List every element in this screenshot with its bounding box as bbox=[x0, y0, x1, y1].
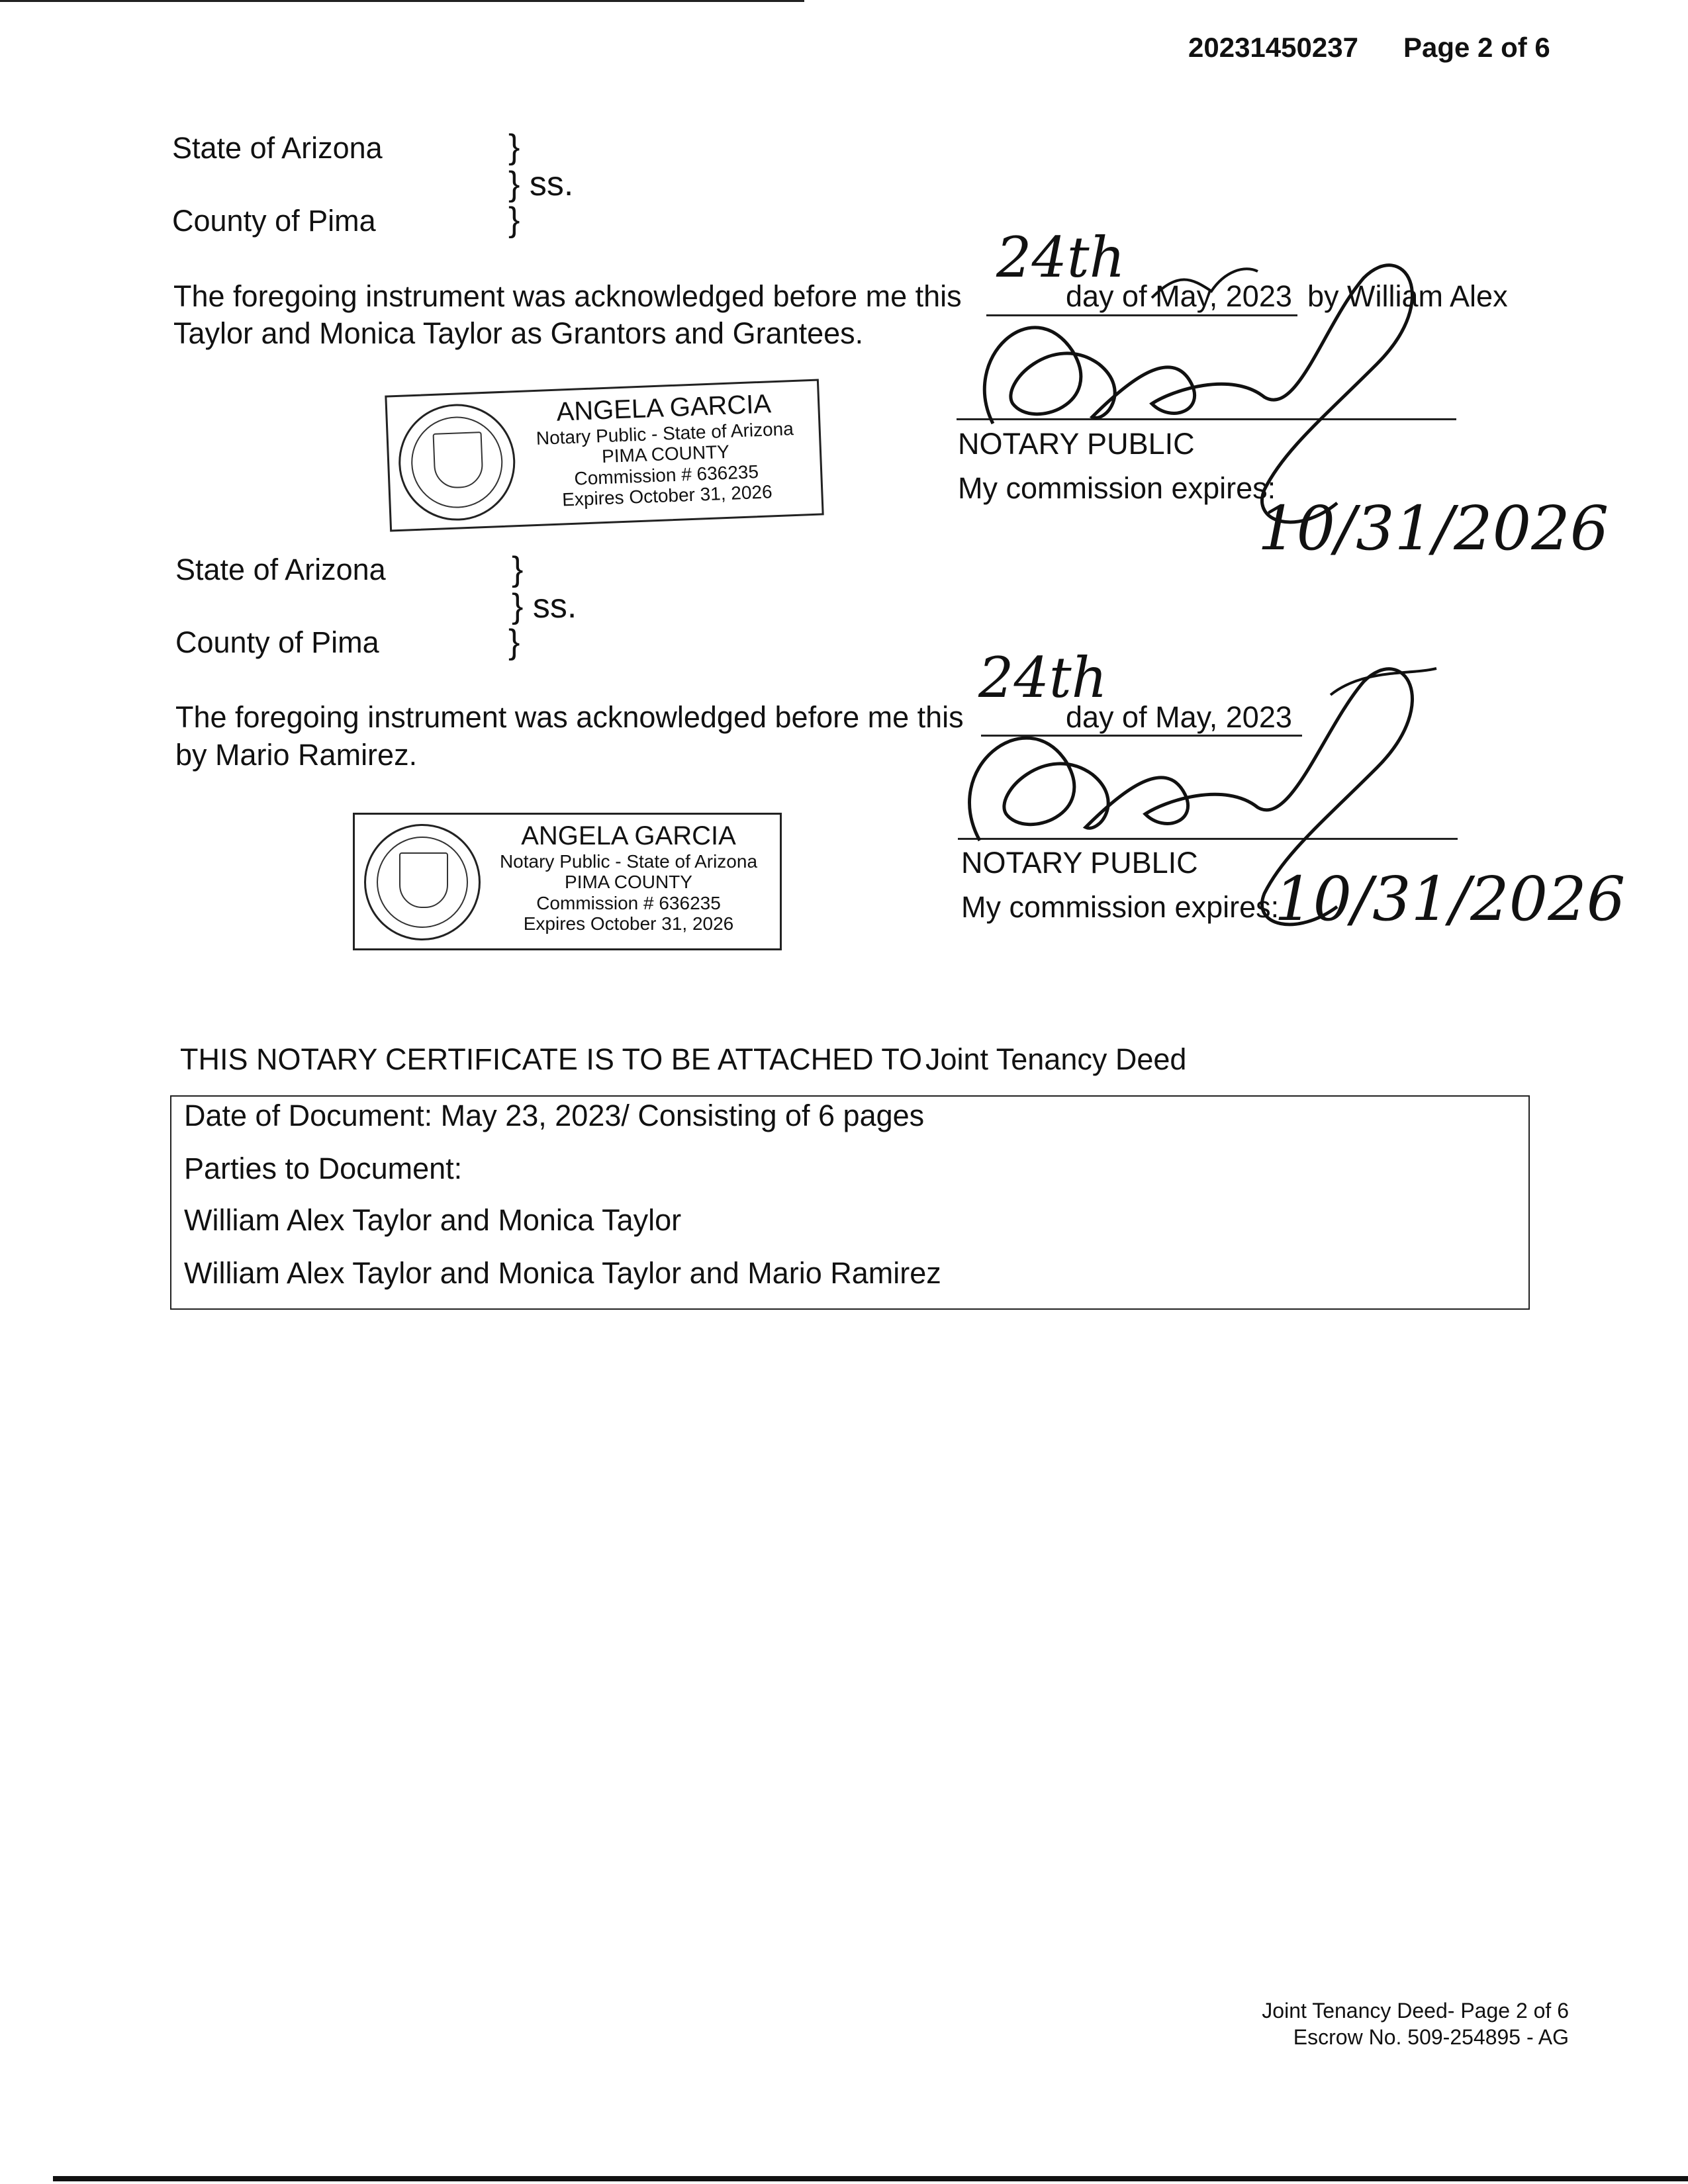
brace: } bbox=[508, 201, 520, 239]
state-label: State of Arizona bbox=[172, 131, 383, 165]
handwritten-day: 24th bbox=[978, 645, 1107, 710]
brace: } bbox=[508, 128, 520, 166]
ss-brace: } ss. bbox=[512, 587, 577, 625]
brace: } bbox=[512, 550, 524, 588]
acknowledgment-party: by Mario Ramirez. bbox=[175, 738, 418, 772]
bottom-edge-line bbox=[53, 2176, 1688, 2181]
acknowledgment-text: The foregoing instrument was acknowledged before me this bbox=[175, 700, 964, 734]
county-label: County of Pima bbox=[175, 625, 379, 659]
stamp-name: ANGELA GARCIA bbox=[521, 821, 736, 850]
stamp-expires: Expires October 31, 2026 bbox=[523, 913, 734, 934]
footer-escrow: Escrow No. 509-254895 - AG bbox=[1293, 2025, 1569, 2049]
stamp-name: ANGELA GARCIA bbox=[555, 389, 772, 427]
footer-page-label: Joint Tenancy Deed- Page 2 of 6 bbox=[1262, 1999, 1569, 2023]
arizona-seal-icon bbox=[364, 824, 481, 940]
ss-brace: } ss. bbox=[508, 165, 574, 203]
arizona-seal-icon bbox=[397, 402, 518, 523]
handwritten-day: 24th bbox=[996, 225, 1125, 290]
commission-expires-label: My commission expires: bbox=[958, 471, 1276, 505]
acknowledgment-party: by William Alex bbox=[1307, 279, 1508, 313]
acknowledgment-date: day of May, 2023 bbox=[1066, 279, 1292, 313]
notary-stamp bbox=[353, 813, 782, 950]
notary-public-label: NOTARY PUBLIC bbox=[958, 427, 1195, 461]
stamp-county: PIMA COUNTY bbox=[601, 441, 730, 467]
page-indicator: Page 2 of 6 bbox=[1403, 32, 1550, 63]
acknowledgment-date: day of May, 2023 bbox=[1066, 700, 1292, 734]
notary-stamp bbox=[385, 379, 823, 531]
document-number: 20231450237 bbox=[1188, 32, 1358, 63]
party-1: William Alex Taylor and Monica Taylor bbox=[184, 1203, 682, 1237]
parties-label: Parties to Document: bbox=[184, 1152, 463, 1185]
stamp-commission: Commission # 636235 bbox=[536, 892, 721, 913]
stamp-commission: Commission # 636235 bbox=[573, 461, 759, 489]
stamp-title: Notary Public - State of Arizona bbox=[536, 418, 794, 449]
notary-public-label: NOTARY PUBLIC bbox=[961, 846, 1198, 880]
stamp-title: Notary Public - State of Arizona bbox=[499, 850, 758, 872]
state-label: State of Arizona bbox=[175, 553, 386, 586]
commission-expires-label: My commission expires: bbox=[961, 890, 1280, 924]
party-2: William Alex Taylor and Monica Taylor and Mario Ramirez bbox=[184, 1256, 941, 1290]
brace: } bbox=[508, 623, 520, 661]
county-label: County of Pima bbox=[172, 204, 376, 238]
stamp-expires: Expires October 31, 2026 bbox=[561, 481, 773, 510]
stamp-county: PIMA COUNTY bbox=[565, 872, 692, 893]
attach-label: THIS NOTARY CERTIFICATE IS TO BE ATTACHED TO bbox=[180, 1042, 923, 1076]
attach-document-type: Joint Tenancy Deed bbox=[925, 1042, 1187, 1076]
acknowledgment-text: The foregoing instrument was acknowledged before me this bbox=[173, 279, 962, 313]
acknowledgment-text-2: Taylor and Monica Taylor as Grantors and Grantees. bbox=[173, 316, 864, 350]
top-edge-line bbox=[0, 0, 804, 2]
handwritten-expiration: 10/31/2026 bbox=[1274, 864, 1626, 934]
document-date: Date of Document: May 23, 2023/ Consisting of 6 pages bbox=[184, 1099, 925, 1132]
handwritten-expiration: 10/31/2026 bbox=[1258, 493, 1609, 564]
